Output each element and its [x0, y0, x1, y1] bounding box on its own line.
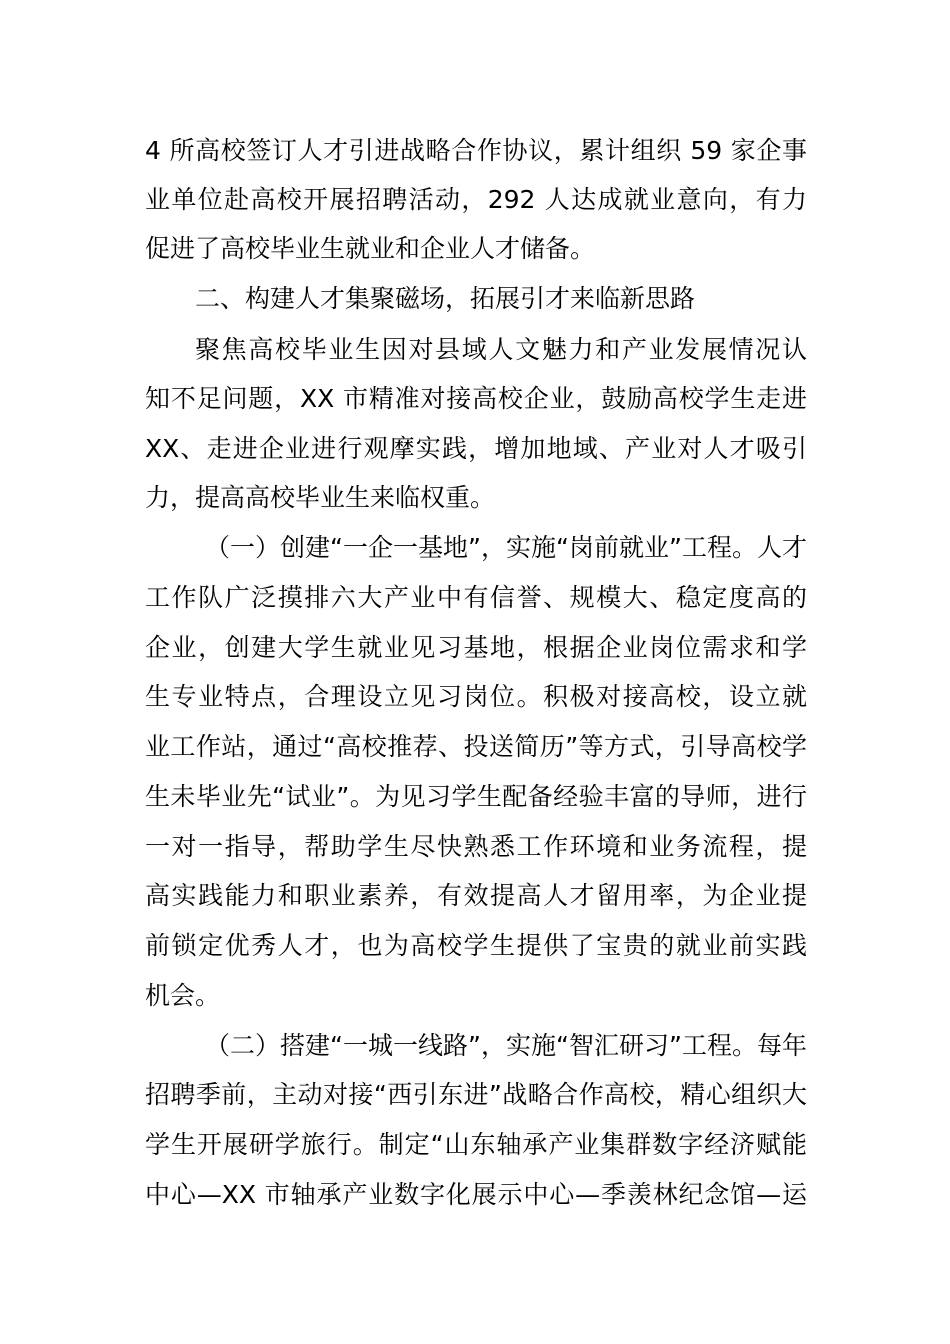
- subsection-line: （二）搭建“一城一线路”，实施“智汇研习”工程。每年: [205, 1031, 807, 1060]
- text-line: 促进了高校毕业生就业和企业人才储备。: [145, 234, 596, 263]
- text-line: 4 所高校签订人才引进战略合作协议，累计组织 59 家企事: [145, 136, 807, 165]
- text-line: 机会。: [145, 981, 221, 1010]
- text-line: 高实践能力和职业素养，有效提高人才留用率，为企业提: [145, 881, 807, 910]
- section-heading: 二、构建人才集聚磁场，拓展引才来临新思路: [195, 284, 696, 313]
- text-line: 工作队广泛摸排六大产业中有信誉、规模大、稳定度高的: [145, 583, 807, 612]
- text-line: XX、走进企业进行观摩实践，增加地域、产业对人才吸引: [145, 434, 807, 463]
- text-line: 生专业特点，合理设立见习岗位。积极对接高校，设立就: [145, 682, 807, 711]
- text-line: 中心—XX 市轴承产业数字化展示中心—季羡林纪念馆—运: [145, 1180, 807, 1209]
- text-line: 前锁定优秀人才，也为高校学生提供了宝贵的就业前实践: [145, 931, 807, 960]
- text-line: 企业，创建大学生就业见习基地，根据企业岗位需求和学: [145, 633, 807, 662]
- text-line: 一对一指导，帮助学生尽快熟悉工作环境和业务流程，提: [145, 832, 807, 861]
- text-line: 业单位赴高校开展招聘活动，292 人达成就业意向，有力: [145, 185, 807, 214]
- subsection-line: （一）创建“一企一基地”，实施“岗前就业”工程。人才: [205, 533, 807, 562]
- text-line: 招聘季前，主动对接“西引东进”战略合作高校，精心组织大: [145, 1080, 807, 1109]
- text-line: 力，提高高校毕业生来临权重。: [145, 483, 496, 512]
- text-line: 生未毕业先“试业”。为见习学生配备经验丰富的导师，进行: [145, 782, 807, 811]
- text-line: 知不足问题，XX 市精准对接高校企业，鼓励高校学生走进: [145, 384, 807, 413]
- text-line: 业工作站，通过“高校推荐、投送简历”等方式，引导高校学: [145, 732, 807, 761]
- text-line: 学生开展研学旅行。制定“山东轴承产业集群数字经济赋能: [145, 1130, 807, 1159]
- text-line: 聚焦高校毕业生因对县域人文魅力和产业发展情况认: [195, 335, 807, 364]
